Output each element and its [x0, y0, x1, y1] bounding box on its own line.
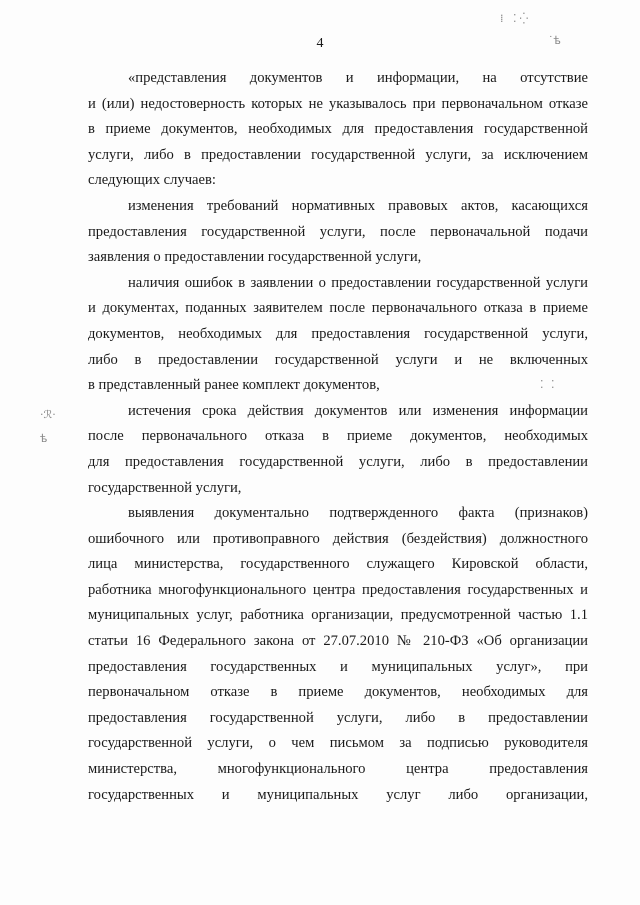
scan-artifact: ⁞ ⁚⁛: [500, 12, 532, 25]
text-line: предоставления государственной услуги, после первоначальной подачи: [88, 223, 588, 240]
text-line: для предоставления государственной услуги, либо в предоставлении: [88, 453, 588, 470]
paragraph: [88, 194, 588, 271]
text-line: министерства, многофункционального центра предоставления: [88, 761, 588, 778]
scan-artifact: ѣ: [40, 432, 48, 445]
text-line: государственной услуги, о чем письмом за подписью руководителя: [88, 735, 588, 752]
text-line: предоставления государственных и муниципальных услуг», при: [88, 658, 588, 675]
text-line: статьи 16 Федерального закона от 27.07.2010 № 210-ФЗ «Об организации: [88, 633, 588, 650]
text-line: наличия ошибок в заявлении о предоставлении государственной услуги: [128, 274, 588, 291]
text-line: изменения требований нормативных правовых актов, касающихся: [128, 197, 588, 214]
paragraph: [88, 501, 588, 808]
text-line: «представления документов и информации, на отсутствие: [128, 70, 588, 86]
text-line: истечения срока действия документов или изменения информации: [128, 402, 588, 419]
text-line: заявления о предоставлении государственной услуги,: [88, 249, 422, 266]
text-line: после первоначального отказа в приеме документов, необходимых: [88, 428, 588, 445]
text-line: работника многофункционального центра предоставления государственных и: [88, 581, 588, 598]
text-line: и (или) недостоверность которых не указывалось при первоначальном отказе: [88, 95, 588, 112]
paragraph: [88, 271, 588, 399]
text-line: и документах, поданных заявителем после первоначального отказа в приеме: [88, 300, 588, 317]
text-line: ошибочного или противоправного действия (бездействия) должностного: [88, 530, 588, 547]
text-line: документов, необходимых для предоставления государственной услуги,: [88, 325, 588, 342]
text-line: первоначальном отказе в приеме документов, необходимых для: [88, 684, 588, 701]
text-line: услуги, либо в предоставлении государственной услуги, за исключением: [88, 146, 588, 163]
text-line: в приеме документов, необходимых для предоставления государственной: [88, 121, 588, 138]
paragraph: [88, 399, 588, 501]
text-line: выявления документально подтвержденного факта (признаков): [128, 505, 588, 522]
document-body: [88, 66, 588, 808]
text-line: предоставления государственной услуги, либо в предоставлении: [88, 709, 588, 726]
page-number: 4: [316, 36, 324, 51]
text-line: муниципальных услуг, работника организации, предусмотренной частью 1.1: [88, 607, 588, 624]
paragraph: [88, 66, 588, 194]
scan-artifact: ·ℛ·: [40, 408, 56, 421]
scan-artifact: ⁚ ⁚: [540, 378, 557, 391]
text-line: государственной услуги,: [88, 479, 242, 496]
text-line: следующих случаев:: [88, 172, 216, 189]
text-line: в представленный ранее комплект документов,: [88, 377, 380, 394]
scan-artifact: ˙ѣ: [548, 34, 561, 47]
text-line: либо в предоставлении государственной услуги и не включенных: [88, 351, 588, 368]
text-line: государственных и муниципальных услуг либо организации,: [88, 786, 588, 803]
text-line: лица министерства, государственного служащего Кировской области,: [88, 556, 588, 573]
